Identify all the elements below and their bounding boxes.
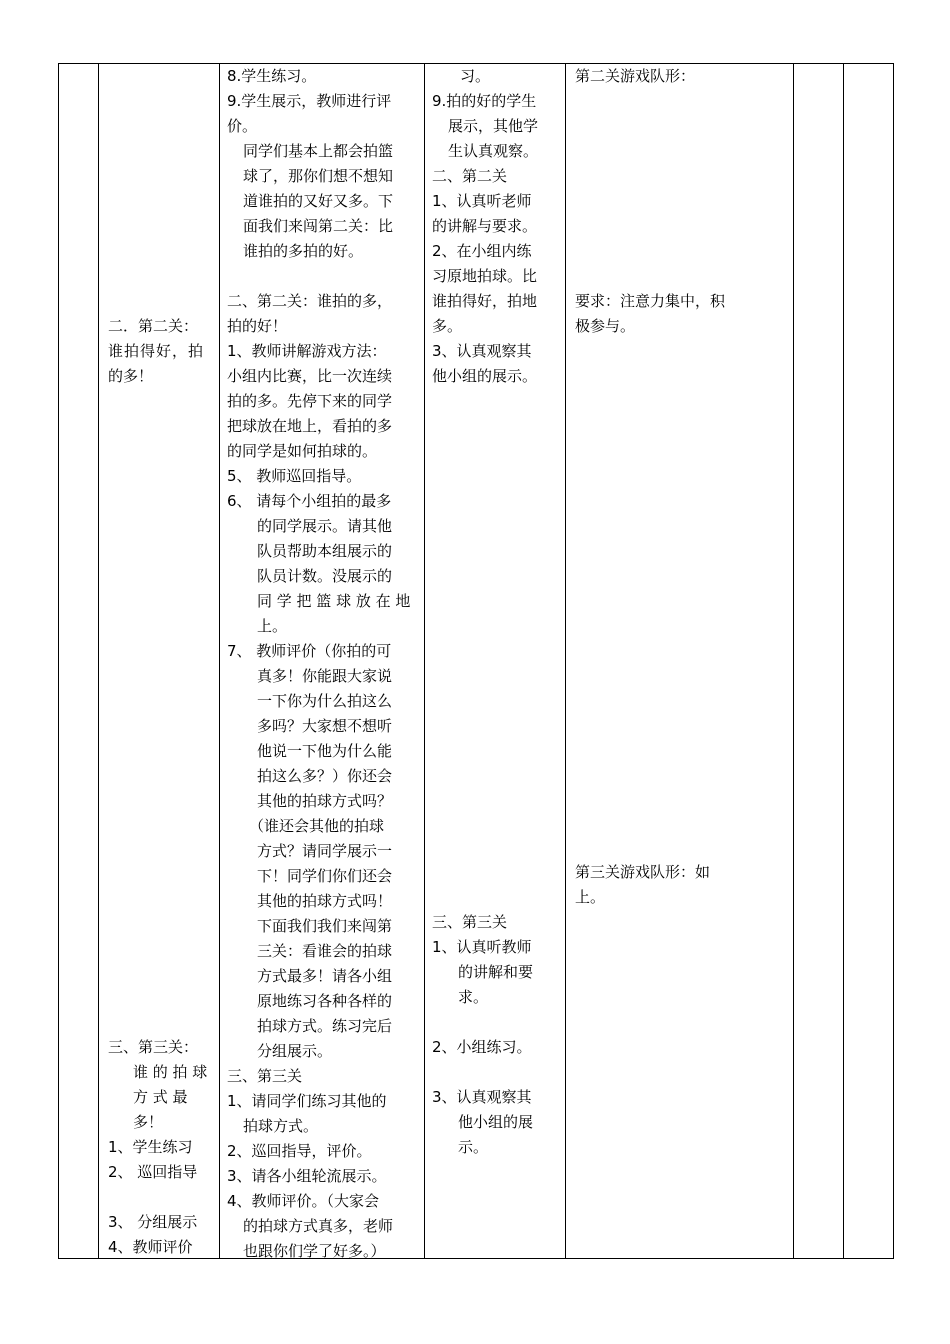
cell-line: 多吗？大家想不想听 [257,717,393,735]
cell-line: 二．第二关： [108,317,199,335]
cell-line: 习原地拍球。比 [432,267,538,285]
cell-line: 三关：看谁会的拍球 [257,942,393,960]
cell-line: 二、第二关 [432,167,508,185]
cell-line: 把球放在地上，看拍的多 [227,417,393,435]
cell-line: 2、巡回指导，评价。 [227,1142,372,1160]
cell-line: 第三关游戏队形：如 [575,863,711,881]
cell-line: 二、第二关：谁拍的多， [227,292,393,310]
cell-line: 习。 [460,67,491,85]
cell-line: 1、认真听老师 [432,192,532,210]
cell-line: 的拍球方式真多，老师 [243,1217,394,1235]
cell-line: 多！ [133,1113,164,1131]
cell-line: 拍球方式。练习完后 [257,1017,393,1035]
cell-line: 1、认真听教师 [432,938,532,956]
cell-line: 4、教师评价。（大家会 [227,1192,380,1210]
table-cell-student-activity [424,63,565,1259]
cell-line: 5、 教师巡回指导。 [227,467,362,485]
table-cell-teacher-activity [219,63,424,1259]
cell-line: 2、小组练习。 [432,1038,532,1056]
cell-line: 3、 分组展示 [108,1213,198,1231]
cell-line: 真多！你能跟大家说 [257,667,393,685]
table-cell-empty [793,63,843,1259]
cell-line: 谁拍得好，拍地 [432,292,538,310]
cell-line: 谁拍的多拍的好。 [243,242,364,260]
cell-line: 3、请各小组轮流展示。 [227,1167,387,1185]
table-cell-section [98,63,219,1259]
cell-line: 9.学生展示，教师进行评 [227,92,392,110]
cell-line: 生认真观察。 [448,142,539,160]
cell-line: 拍的多。先停下来的同学 [227,392,393,410]
cell-line: 多。 [432,317,463,335]
cell-line: 拍的好！ [227,317,288,335]
cell-line: （谁还会其他的拍球 [249,817,385,835]
cell-line: 3、认真观察其 [432,1088,532,1106]
table-cell-empty [58,63,98,1259]
cell-line: 也跟你们学了好多。） [243,1242,386,1260]
cell-line: 一下你为什么拍这么 [257,692,393,710]
cell-line: 上。 [575,888,606,906]
cell-line: 6、 请每个小组拍的最多 [227,492,392,510]
cell-line: 他说一下他为什么能 [257,742,393,760]
cell-line: 队员帮助本组展示的 [257,542,393,560]
cell-line: 方式？请同学展示一 [257,842,393,860]
cell-line: 2、在小组内练 [432,242,532,260]
cell-line: 方 式 最 [133,1088,188,1106]
table-cell-empty [843,63,893,1259]
cell-line: 1、教师讲解游戏方法： [227,342,387,360]
cell-line: 三、第三关 [227,1067,303,1085]
cell-line: 他小组的展示。 [432,367,538,385]
cell-line: 谁拍得好，拍 [108,342,205,360]
cell-line: 的讲解与要求。 [432,217,538,235]
cell-line: 第二关游戏队形： [575,67,696,85]
cell-line: 的讲解和要 [458,963,534,981]
cell-line: 的同学展示。请其他 [257,517,393,535]
cell-line: 3、认真观察其 [432,342,532,360]
cell-line: 原地练习各种各样的 [257,992,393,1010]
cell-line: 7、 教师评价（你拍的可 [227,642,392,660]
cell-line: 同 学 把 篮 球 放 在 地 [257,592,411,610]
cell-line: 下面我们我们来闯第 [257,917,393,935]
cell-line: 谁 的 拍 球 [133,1063,208,1081]
cell-line: 方式最多！请各小组 [257,967,393,985]
cell-line: 展示，其他学 [448,117,539,135]
cell-line: 同学们基本上都会拍篮 [243,142,394,160]
cell-line: 拍这么多？）你还会 [257,767,393,785]
cell-line: 三、第三关 [432,913,508,931]
cell-line: 其他的拍球方式吗！ [257,892,393,910]
cell-line: 示。 [458,1138,489,1156]
cell-line: 道谁拍的又好又多。下 [243,192,394,210]
cell-line: 1、请同学们练习其他的 [227,1092,387,1110]
cell-line: 的同学是如何拍球的。 [227,442,378,460]
cell-line: 价。 [227,117,258,135]
table-cell-organization [565,63,793,1259]
cell-line: 8.学生练习。 [227,67,317,85]
cell-line: 他小组的展 [458,1113,534,1131]
cell-line: 要求：注意力集中，积 [575,292,726,310]
cell-line: 拍球方式。 [243,1117,319,1135]
cell-line: 球了，那你们想不想知 [243,167,394,185]
cell-line: 的多！ [108,367,154,385]
cell-line: 下！同学们你们还会 [257,867,393,885]
cell-line: 1、学生练习 [108,1138,193,1156]
cell-line: 2、 巡回指导 [108,1163,198,1181]
cell-line: 9.拍的好的学生 [432,92,537,110]
cell-line: 极参与。 [575,317,636,335]
cell-line: 其他的拍球方式吗？ [257,792,393,810]
cell-line: 三、第三关： [108,1038,199,1056]
cell-line: 队员计数。没展示的 [257,567,393,585]
cell-line: 上。 [257,617,288,635]
cell-line: 4、教师评价 [108,1238,193,1256]
cell-line: 面我们来闯第二关：比 [243,217,394,235]
cell-line: 小组内比赛，比一次连续 [227,367,393,385]
column-border [893,63,894,1259]
cell-line: 求。 [458,988,489,1006]
cell-line: 分组展示。 [257,1042,333,1060]
